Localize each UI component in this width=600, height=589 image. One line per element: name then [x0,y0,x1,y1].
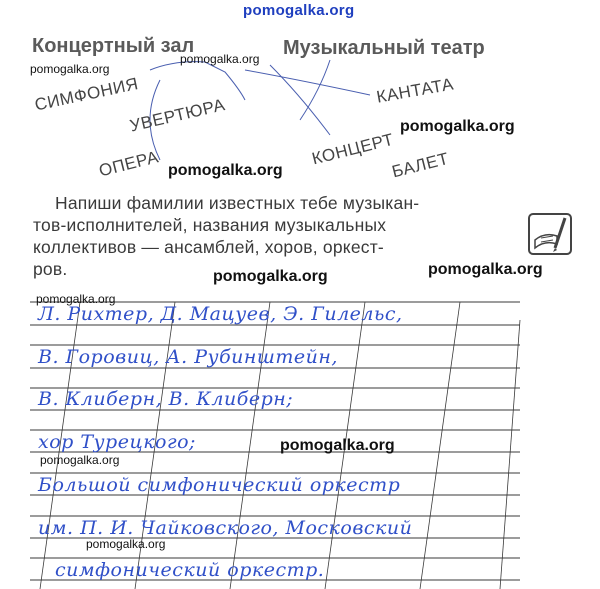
watermark: pomogalka.org [86,537,166,551]
heading-music-theatre: Музыкальный театр [283,37,485,59]
answer-line-5: Большой симфонический оркестр [38,474,401,496]
watermark: pomogalka.org [30,62,110,76]
watermark: pomogalka.org [180,52,260,66]
answer-line-6: им. П. И. Чайковского, Московский [38,517,413,539]
task-line-1: Напиши фамилии известных тебе музыкан- [55,193,420,213]
answer-line-4: хор Турецкого; [38,431,196,453]
watermark: pomogalka.org [280,437,395,454]
match-line [150,62,245,100]
word-symphony: СИМФОНИЯ [33,74,141,115]
watermark: pomogalka.org [213,268,328,285]
watermark: pomogalka.org [168,162,283,179]
word-ballet: БАЛЕТ [390,148,451,182]
task-line-2: тов-исполнителей, названия музыкальных [33,215,387,235]
word-cantata: КАНТАТА [375,74,456,107]
word-opera: ОПЕРА [97,147,161,181]
watermark: pomogalka.org [40,453,120,467]
answer-line-7: симфонический оркестр. [55,559,325,581]
task-line-3: коллективов — ансамблей, хоров, оркест- [33,237,384,257]
match-line [245,70,370,95]
site-watermark-top: pomogalka.org [243,2,355,19]
task-line-4: ров. [33,259,68,279]
answer-line-2: В. Горовиц, А. Рубинштейн, [38,346,338,368]
notebook-pencil-icon [527,210,575,258]
heading-concert-hall: Концертный зал [32,35,195,57]
match-line [300,60,330,120]
word-overture: УВЕРТЮРА [128,95,227,136]
match-line [270,65,330,135]
answer-line-3: В. Клиберн, В. Клиберн; [38,388,294,410]
answer-line-1: Л. Рихтер, Д. Мацуев, Э. Гилельс, [38,303,403,325]
watermark: pomogalka.org [36,292,116,306]
watermark: pomogalka.org [428,261,543,278]
word-concert: КОНЦЕРТ [310,129,396,169]
watermark: pomogalka.org [400,118,515,135]
